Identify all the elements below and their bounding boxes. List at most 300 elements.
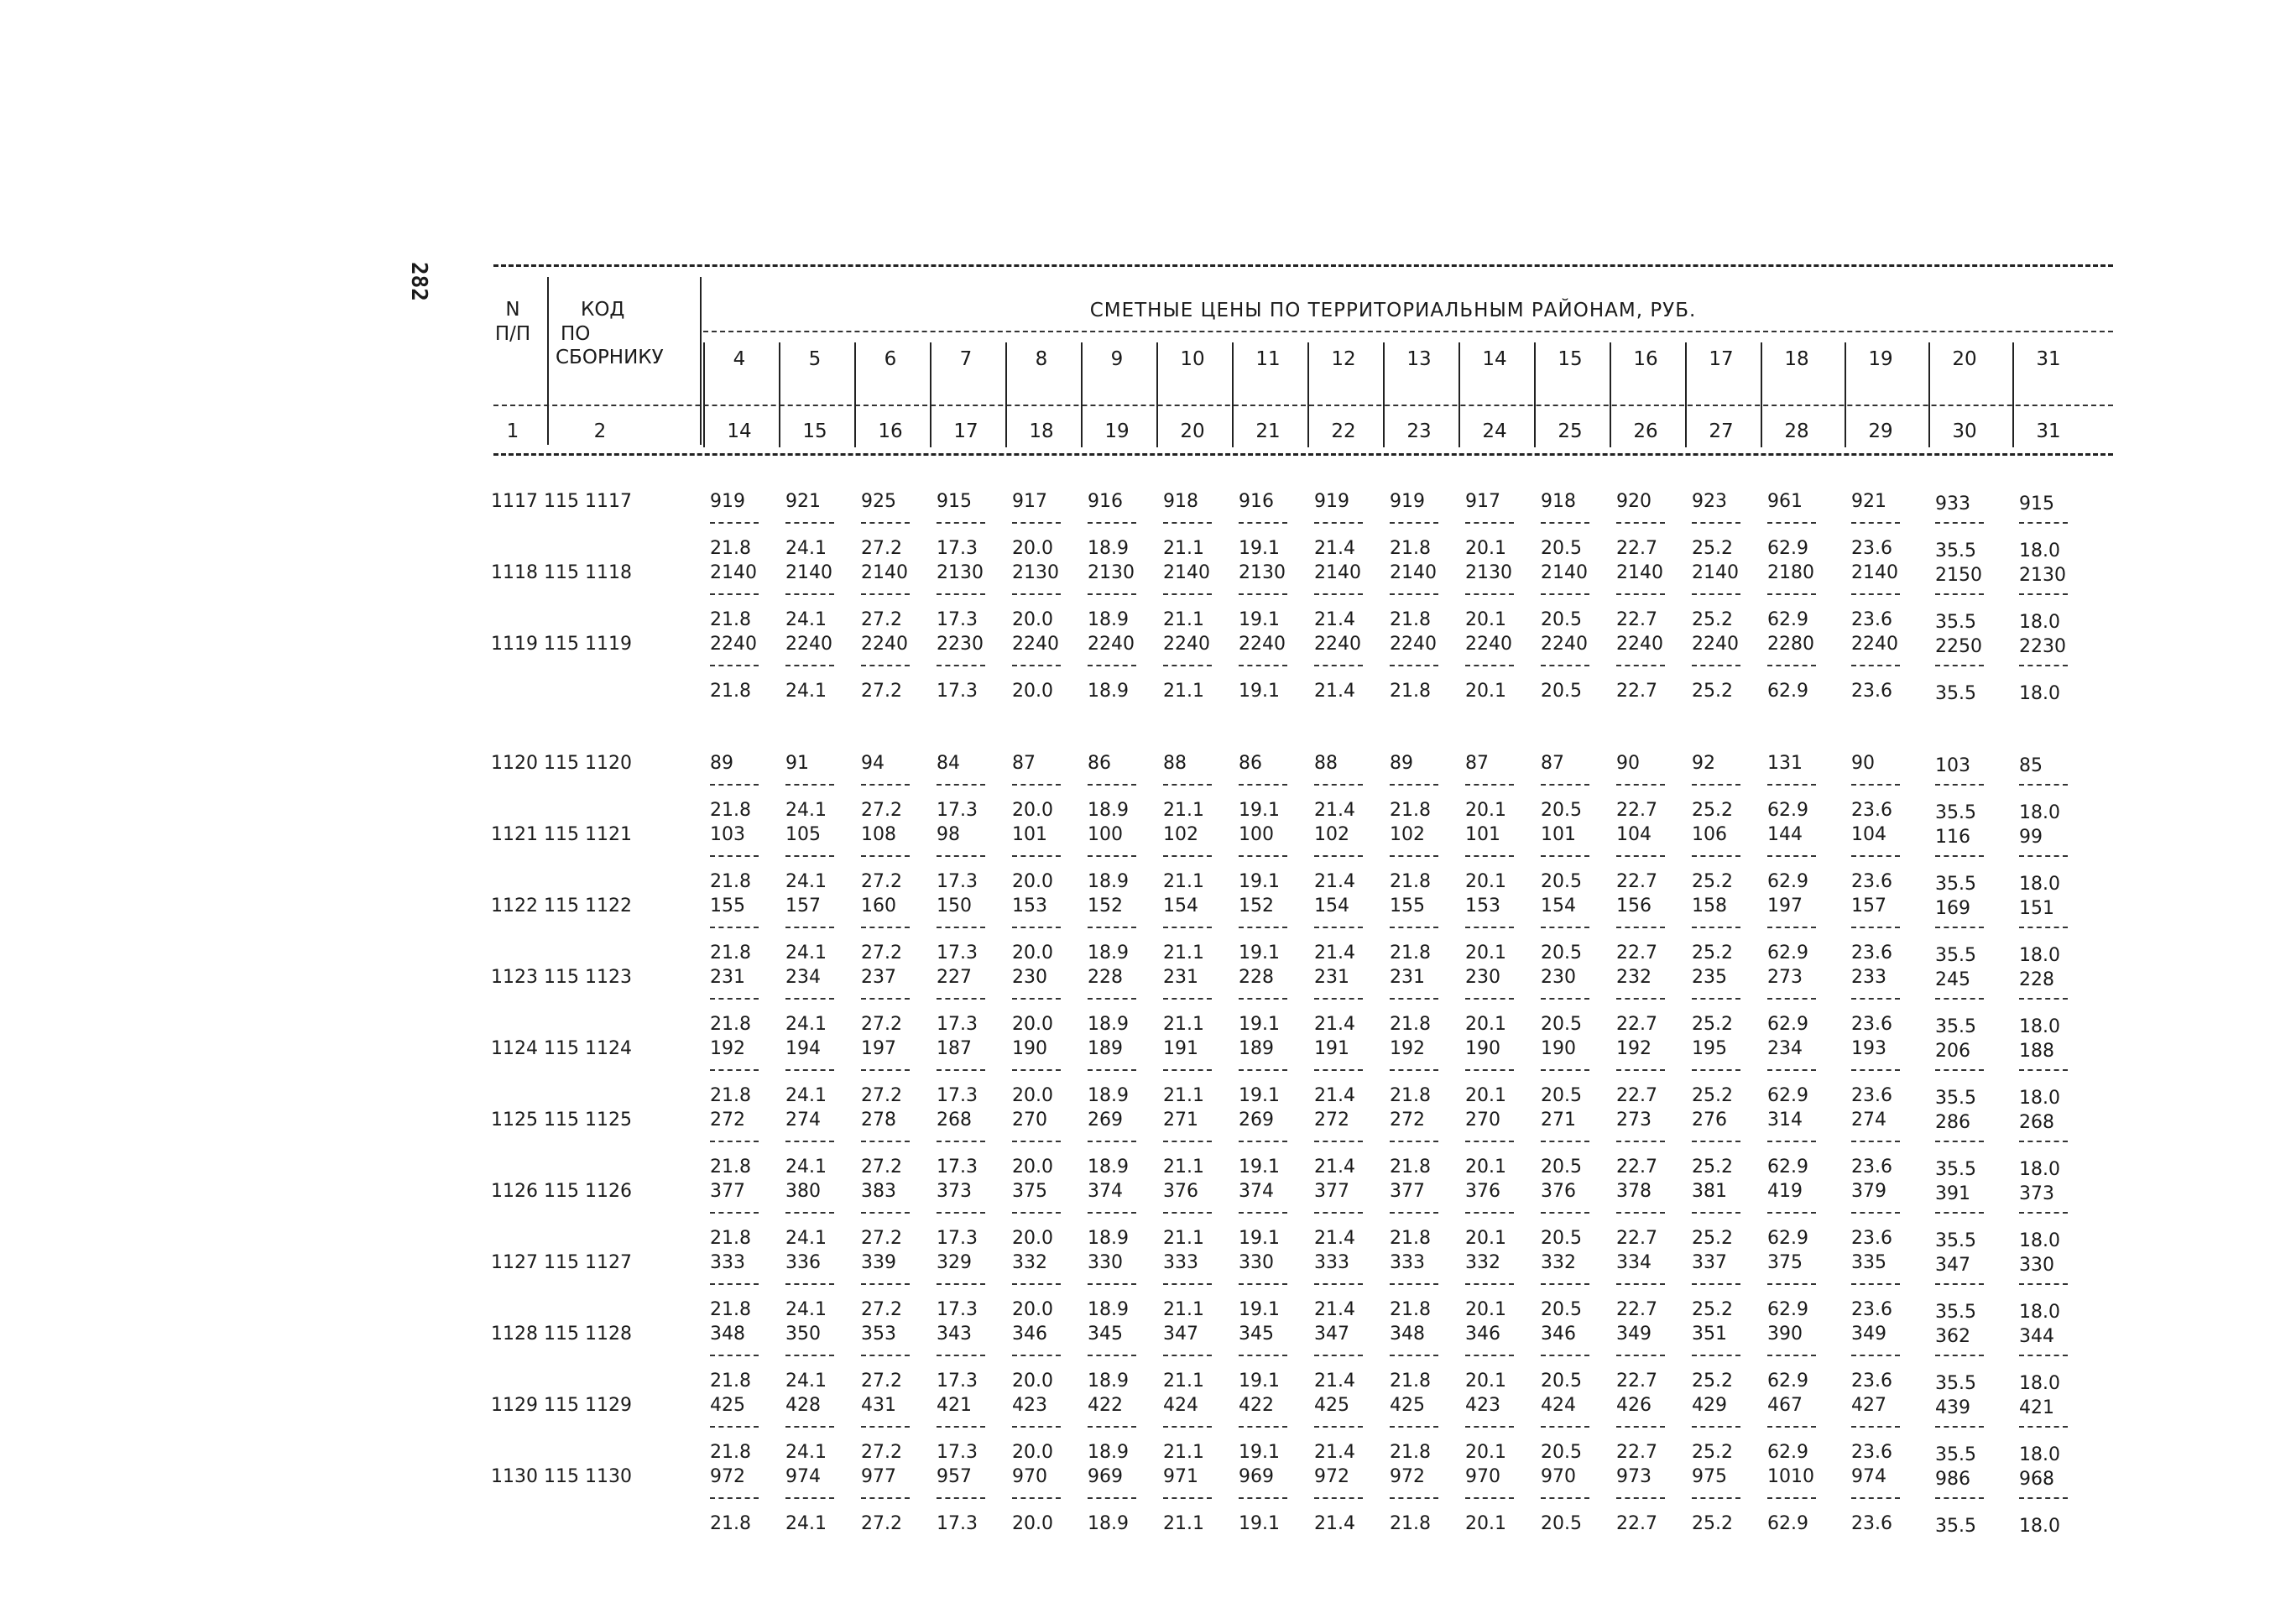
coefficient-value: 23.6 [1851,1228,1892,1249]
fraction-line [1314,593,1363,595]
price-value: 2140 [785,562,832,583]
coefficient-value: 20.5 [1541,1228,1582,1249]
fraction-line [1541,665,1589,666]
price-value: 89 [1390,753,1413,774]
coefficient-value: 21.4 [1314,800,1355,821]
price-value: 272 [1314,1110,1349,1131]
coefficient-value: 18.0 [2019,1230,2060,1251]
price-value: 333 [1314,1252,1349,1273]
fraction-line [937,784,985,786]
fraction-line [1465,784,1514,786]
header-index-label: 21 [1255,420,1281,442]
price-value: 195 [1692,1038,1727,1059]
fraction-line [785,1283,834,1285]
coefficient-value: 25.2 [1692,1014,1733,1035]
coefficient-value: 20.0 [1012,1371,1053,1392]
header-col-sep [1383,342,1385,447]
fraction-line [1314,927,1363,928]
price-value: 422 [1088,1395,1123,1416]
header-region-label: 17 [1709,348,1734,370]
coefficient-value: 21.8 [710,800,751,821]
fraction-line [1088,1141,1136,1142]
coefficient-value: 21.4 [1314,1299,1355,1320]
price-value: 390 [1767,1324,1803,1345]
fraction-line [785,1141,834,1142]
coefficient-value: 20.1 [1465,871,1506,892]
fraction-line [1767,927,1816,928]
fraction-line [1314,665,1363,666]
price-value: 272 [710,1110,745,1131]
fraction-line [1935,1212,1984,1214]
price-value: 373 [937,1181,972,1202]
fraction-line [1163,1069,1212,1071]
coefficient-value: 21.8 [710,1228,751,1249]
coefficient-value: 21.8 [1390,1371,1431,1392]
fraction-line [710,784,759,786]
fraction-line [1851,1141,1900,1142]
price-value: 99 [2019,827,2043,848]
price-value: 2240 [1239,634,1286,655]
fraction-line [1465,927,1514,928]
price-value: 969 [1088,1466,1123,1487]
coefficient-value: 18.0 [2019,802,2060,823]
coefficient-value: 18.9 [1088,1371,1129,1392]
fraction-line [1935,855,1984,857]
price-value: 391 [1935,1183,1970,1204]
fraction-line [1390,998,1438,1000]
coefficient-value: 18.0 [2019,1516,2060,1537]
fraction-line [1935,593,1984,595]
coefficient-value: 21.4 [1314,609,1355,630]
header-index-second: 2 [593,420,607,442]
header-region-label: 10 [1180,348,1205,370]
coefficient-value: 18.9 [1088,871,1129,892]
coefficient-value: 62.9 [1767,1228,1808,1249]
price-value: 2130 [2019,565,2066,586]
coefficient-value: 35.5 [1935,1016,1976,1037]
row-code: 1117 115 1117 [491,491,632,512]
coefficient-value: 25.2 [1692,1442,1733,1463]
price-value: 918 [1163,491,1198,512]
price-value: 362 [1935,1326,1970,1347]
header-region-label: 5 [808,348,822,370]
fraction-line [1616,665,1665,666]
fraction-line [785,1069,834,1071]
price-value: 383 [861,1181,896,1202]
price-value: 91 [785,753,809,774]
price-value: 422 [1239,1395,1274,1416]
price-value: 2240 [1163,634,1210,655]
fraction-line [1767,1141,1816,1142]
coefficient-value: 24.1 [785,1085,827,1106]
coefficient-value: 18.9 [1088,1157,1129,1178]
price-value: 191 [1163,1038,1198,1059]
price-value: 231 [1314,967,1349,988]
coefficient-value: 17.3 [937,1157,978,1178]
fraction-line [937,998,985,1000]
coefficient-value: 19.1 [1239,1299,1280,1320]
fraction-line [937,855,985,857]
fraction-line [1465,1069,1514,1071]
price-value: 101 [1465,824,1500,845]
coefficient-value: 24.1 [785,1513,827,1534]
fraction-line [2019,1069,2068,1071]
coefficient-value: 27.2 [861,1513,902,1534]
fraction-line [1465,998,1514,1000]
fraction-line [861,1069,910,1071]
fraction-line [1541,998,1589,1000]
coefficient-value: 20.1 [1465,609,1506,630]
price-value: 974 [785,1466,821,1487]
row-code: 1122 115 1122 [491,896,632,916]
coefficient-value: 20.5 [1541,1014,1582,1035]
price-value: 2240 [1616,634,1663,655]
coefficient-value: 18.0 [2019,540,2060,561]
price-value: 425 [1390,1395,1425,1416]
fraction-line [1616,1355,1665,1356]
price-value: 329 [937,1252,972,1273]
fraction-line [937,665,985,666]
coefficient-value: 62.9 [1767,800,1808,821]
price-value: 972 [1314,1466,1349,1487]
coefficient-value: 27.2 [861,1157,902,1178]
price-value: 337 [1692,1252,1727,1273]
price-value: 377 [1390,1181,1425,1202]
coefficient-value: 22.7 [1616,1014,1657,1035]
price-value: 919 [1314,491,1349,512]
price-value: 332 [1012,1252,1047,1273]
header-index-label: 15 [802,420,827,442]
price-value: 158 [1692,896,1727,916]
fraction-line [1390,665,1438,666]
price-value: 961 [1767,491,1803,512]
fraction-line [1465,855,1514,857]
fraction-line [1465,1426,1514,1428]
fraction-line [937,1355,985,1356]
fraction-line [2019,1355,2068,1356]
header-region-label: 8 [1035,348,1048,370]
coefficient-value: 21.8 [710,1513,751,1534]
price-value: 154 [1541,896,1576,916]
header-col-pp: П/П [494,323,531,345]
price-value: 197 [1767,896,1803,916]
price-value: 193 [1851,1038,1886,1059]
coefficient-value: 25.2 [1692,943,1733,963]
fraction-line [1541,1141,1589,1142]
price-value: 90 [1616,753,1640,774]
price-value: 2240 [1851,634,1898,655]
header-col-sep [1534,342,1536,447]
coefficient-value: 21.4 [1314,1228,1355,1249]
coefficient-value: 17.3 [937,1228,978,1249]
price-value: 89 [710,753,733,774]
price-value: 969 [1239,1466,1274,1487]
coefficient-value: 24.1 [785,609,827,630]
price-value: 101 [1541,824,1576,845]
coefficient-value: 23.6 [1851,1014,1892,1035]
header-region-label: 20 [1952,348,1977,370]
price-value: 144 [1767,824,1803,845]
coefficient-value: 18.9 [1088,681,1129,702]
header-region-label: 19 [1868,348,1893,370]
price-value: 268 [937,1110,972,1131]
coefficient-value: 24.1 [785,681,827,702]
price-value: 339 [861,1252,896,1273]
fraction-line [1314,1426,1363,1428]
header-index-label: 29 [1868,420,1893,442]
coefficient-value: 22.7 [1616,1513,1657,1534]
fraction-line [1541,855,1589,857]
coefficient-value: 20.0 [1012,1085,1053,1106]
price-value: 2240 [1465,634,1512,655]
coefficient-value: 19.1 [1239,681,1280,702]
price-value: 431 [861,1395,896,1416]
coefficient-value: 35.5 [1935,945,1976,966]
header-sep-1 [547,277,549,445]
header-index-label: 17 [953,420,978,442]
price-value: 150 [937,896,972,916]
coefficient-value: 35.5 [1935,683,1976,704]
fraction-line [937,1283,985,1285]
fraction-line [1163,1212,1212,1214]
fraction-line [1935,1355,1984,1356]
fraction-line [937,927,985,928]
fraction-line [1088,1283,1136,1285]
fraction-line [937,1141,985,1142]
price-value: 274 [1851,1110,1886,1131]
coefficient-value: 19.1 [1239,800,1280,821]
fraction-line [1767,665,1816,666]
fraction-line [1088,998,1136,1000]
coefficient-value: 21.8 [1390,943,1431,963]
fraction-line [785,784,834,786]
fraction-line [1616,1141,1665,1142]
coefficient-value: 23.6 [1851,1371,1892,1392]
price-value: 374 [1239,1181,1274,1202]
fraction-line [1163,593,1212,595]
price-value: 916 [1239,491,1274,512]
row-code: 1120 115 1120 [491,753,632,774]
fraction-line [1239,1141,1287,1142]
price-value: 347 [1163,1324,1198,1345]
fraction-line [1012,1355,1061,1356]
coefficient-value: 21.8 [710,1371,751,1392]
fraction-line [1088,855,1136,857]
fraction-line [1692,1426,1740,1428]
header-region-label: 12 [1331,348,1356,370]
header-index-label: 14 [727,420,752,442]
fraction-line [861,593,910,595]
price-value: 2180 [1767,562,1814,583]
price-value: 101 [1012,824,1047,845]
coefficient-value: 18.0 [2019,612,2060,633]
fraction-line [1239,1426,1287,1428]
row-code: 1118 115 1118 [491,562,632,583]
fraction-line [1851,784,1900,786]
fraction-line [1012,1426,1061,1428]
fraction-line [1239,665,1287,666]
price-value: 102 [1390,824,1425,845]
fraction-line [2019,998,2068,1000]
coefficient-value: 17.3 [937,1371,978,1392]
price-value: 234 [785,967,821,988]
coefficient-value: 35.5 [1935,1230,1976,1251]
coefficient-value: 21.8 [1390,871,1431,892]
fraction-line [1239,927,1287,928]
price-value: 270 [1012,1110,1047,1131]
coefficient-value: 25.2 [1692,538,1733,559]
fraction-line [1465,665,1514,666]
price-value: 86 [1239,753,1262,774]
fraction-line [1088,1355,1136,1356]
price-value: 269 [1088,1110,1123,1131]
fraction-line [937,522,985,524]
coefficient-value: 21.4 [1314,1085,1355,1106]
fraction-line [1616,1497,1665,1499]
fraction-line [1012,522,1061,524]
price-value: 2250 [1935,636,1982,657]
fraction-line [1088,1497,1136,1499]
coefficient-value: 20.1 [1465,1085,1506,1106]
coefficient-value: 27.2 [861,1085,902,1106]
fraction-line [1616,1283,1665,1285]
coefficient-value: 18.9 [1088,800,1129,821]
coefficient-value: 62.9 [1767,943,1808,963]
coefficient-value: 20.1 [1465,943,1506,963]
price-value: 379 [1851,1181,1886,1202]
coefficient-value: 18.0 [2019,1088,2060,1109]
coefficient-value: 18.9 [1088,1513,1129,1534]
price-value: 190 [1012,1038,1047,1059]
row-code: 1127 115 1127 [491,1252,632,1273]
header-col-sep [1156,342,1158,447]
price-value: 351 [1692,1324,1727,1345]
price-value: 274 [785,1110,821,1131]
coefficient-value: 21.4 [1314,1513,1355,1534]
price-value: 230 [1465,967,1500,988]
fraction-line [861,1355,910,1356]
fraction-line [710,522,759,524]
header-col-sep [1610,342,1611,447]
price-value: 425 [710,1395,745,1416]
header-col-sep [1232,342,1234,447]
price-value: 347 [1314,1324,1349,1345]
fraction-line [710,1141,759,1142]
fraction-line [1314,855,1363,857]
coefficient-value: 23.6 [1851,1299,1892,1320]
header-title: СМЕТНЫЕ ЦЕНЫ ПО ТЕРРИТОРИАЛЬНЫМ РАЙОНАМ, РУБ. [1089,300,1697,321]
price-value: 2240 [861,634,908,655]
fraction-line [1935,1283,1984,1285]
coefficient-value: 18.9 [1088,1299,1129,1320]
coefficient-value: 19.1 [1239,943,1280,963]
price-value: 154 [1163,896,1198,916]
price-value: 2240 [1541,634,1588,655]
coefficient-value: 20.0 [1012,1014,1053,1035]
coefficient-value: 18.9 [1088,1085,1129,1106]
fraction-line [1692,927,1740,928]
header-index-label: 27 [1709,420,1734,442]
price-value: 921 [1851,491,1886,512]
header-top-rule [493,264,2113,267]
coefficient-value: 27.2 [861,538,902,559]
coefficient-value: 20.1 [1465,1228,1506,1249]
price-value: 346 [1465,1324,1500,1345]
coefficient-value: 21.4 [1314,943,1355,963]
price-value: 2140 [710,562,757,583]
price-value: 915 [2019,493,2054,514]
coefficient-value: 20.1 [1465,1513,1506,1534]
price-value: 232 [1616,967,1652,988]
fraction-line [1239,1283,1287,1285]
fraction-line [1088,522,1136,524]
fraction-line [1767,1283,1816,1285]
price-value: 332 [1465,1252,1500,1273]
coefficient-value: 21.1 [1163,1085,1204,1106]
coefficient-value: 21.1 [1163,943,1204,963]
price-value: 271 [1163,1110,1198,1131]
coefficient-value: 23.6 [1851,943,1892,963]
price-value: 919 [1390,491,1425,512]
header-col-kod: КОД [581,299,625,321]
fraction-line [1012,998,1061,1000]
price-value: 187 [937,1038,972,1059]
price-value: 346 [1541,1324,1576,1345]
coefficient-value: 21.8 [1390,1299,1431,1320]
coefficient-value: 18.9 [1088,1228,1129,1249]
coefficient-value: 25.2 [1692,1513,1733,1534]
fraction-line [1239,1212,1287,1214]
price-value: 921 [785,491,821,512]
price-value: 103 [1935,755,1970,776]
coefficient-value: 21.1 [1163,1157,1204,1178]
fraction-line [1692,1141,1740,1142]
price-value: 426 [1616,1395,1652,1416]
price-value: 377 [1314,1181,1349,1202]
coefficient-value: 23.6 [1851,609,1892,630]
header-region-label: 6 [884,348,897,370]
header-index-label: 25 [1558,420,1583,442]
coefficient-value: 22.7 [1616,1228,1657,1249]
coefficient-value: 20.0 [1012,1442,1053,1463]
header-sep-2 [700,277,702,445]
fraction-line [1767,855,1816,857]
coefficient-value: 21.8 [1390,681,1431,702]
price-value: 439 [1935,1397,1970,1418]
price-value: 425 [1314,1395,1349,1416]
header-col-sep [854,342,856,447]
price-value: 2140 [1851,562,1898,583]
coefficient-value: 22.7 [1616,1371,1657,1392]
fraction-line [861,1426,910,1428]
coefficient-value: 25.2 [1692,1085,1733,1106]
fraction-line [1935,784,1984,786]
coefficient-value: 25.2 [1692,871,1733,892]
fraction-line [1851,522,1900,524]
fraction-line [1390,522,1438,524]
coefficient-value: 21.8 [1390,800,1431,821]
price-value: 918 [1541,491,1576,512]
fraction-line [1465,1212,1514,1214]
coefficient-value: 24.1 [785,1157,827,1178]
fraction-line [1616,998,1665,1000]
price-value: 423 [1012,1395,1047,1416]
fraction-line [1935,1497,1984,1499]
coefficient-value: 27.2 [861,1014,902,1035]
price-value: 152 [1239,896,1274,916]
header-col-n: N [505,299,520,321]
coefficient-value: 20.0 [1012,871,1053,892]
